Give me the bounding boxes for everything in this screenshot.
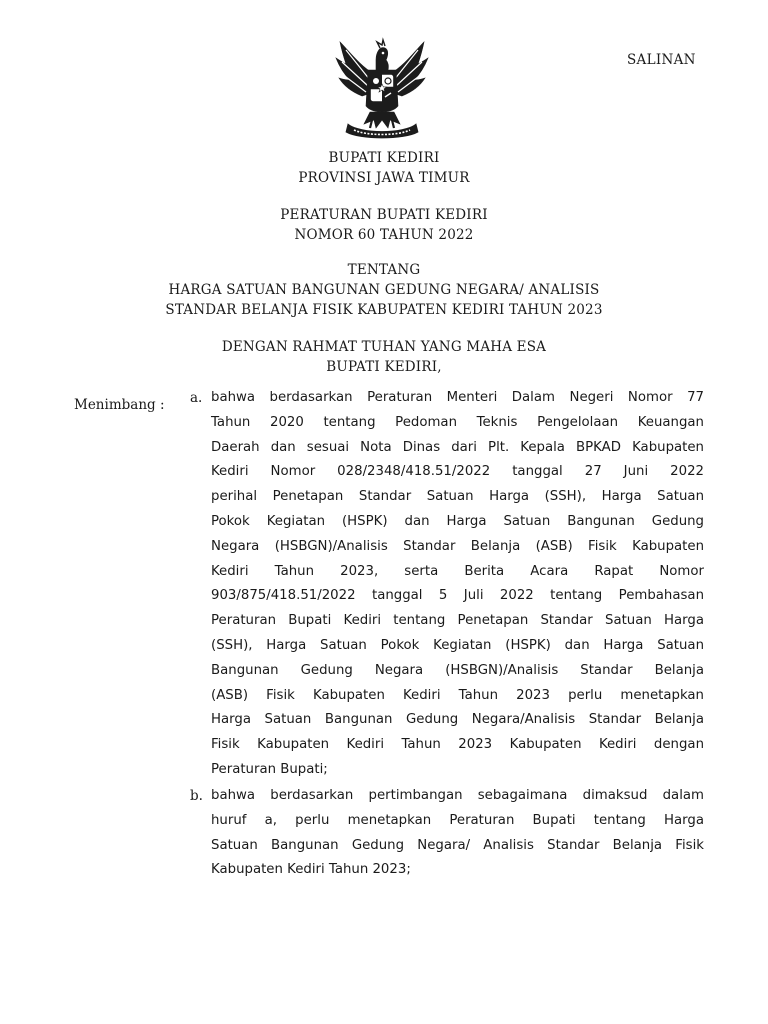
text-line: Pokok Kegiatan (HSPK) dan Harga Satuan Bangunan Gedung: [211, 513, 704, 529]
subject-label: TENTANG: [347, 262, 421, 278]
issuer-heading: [0, 148, 768, 188]
text-line: Satuan Bangunan Gedung Negara/ Analisis Standar Belanja Fisik: [211, 837, 704, 853]
regulation-number: NOMOR 60 TAHUN 2022: [294, 227, 474, 243]
garuda-pancasila-emblem: [330, 36, 434, 144]
regulation-title: PERATURAN BUPATI KEDIRI: [280, 207, 488, 223]
text-line: Bangunan Gedung Negara (HSBGN)/Analisis Standar Belanja: [211, 662, 704, 678]
text-line: bahwa berdasarkan Peraturan Menteri Dalam Negeri Nomor 77: [211, 390, 704, 405]
subject-line-1: HARGA SATUAN BANGUNAN GEDUNG NEGARA/ ANALISIS: [168, 282, 600, 298]
issuer-province: PROVINSI JAWA TIMUR: [298, 170, 470, 186]
item-text: [211, 386, 704, 783]
text-line: Daerah dan sesuai Nota Dinas dari Plt. Kepala BPKAD Kabupaten: [211, 439, 704, 455]
item-text: [211, 784, 704, 883]
text-line: Tahun 2020 tentang Pedoman Teknis Pengelolaan Keuangan: [211, 414, 704, 430]
text-line: Kediri Nomor 028/2348/418.51/2022 tanggal 27 Juni 2022: [211, 464, 704, 480]
text-line: Kediri Tahun 2023, serta Berita Acara Rapat Nomor: [211, 563, 704, 579]
text-line: Peraturan Bupati;: [211, 761, 328, 777]
text-line: Negara (HSBGN)/Analisis Standar Belanja (ASB) Fisik Kabupaten: [211, 538, 704, 554]
text-line: Harga Satuan Bangunan Gedung Negara/Analisis Standar Belanja: [211, 712, 704, 728]
text-line: Fisik Kabupaten Kediri Tahun 2023 Kabupaten Kediri dengan: [211, 737, 704, 753]
text-line: (ASB) Fisik Kabupaten Kediri Tahun 2023 perlu menetapkan: [211, 687, 704, 703]
text-line: perihal Penetapan Standar Satuan Harga (SSH), Harga Satuan: [211, 489, 704, 505]
text-line: Peraturan Bupati Kediri tentang Penetapan Standar Satuan Harga: [211, 613, 704, 629]
issuer-title: BUPATI KEDIRI: [328, 150, 440, 166]
item-letter: a.: [190, 390, 203, 406]
considering-label: Menimbang :: [74, 397, 165, 413]
item-letter: b.: [190, 788, 203, 804]
text-line: 903/875/418.51/2022 tanggal 5 Juli 2022 tentang Pembahasan: [211, 588, 704, 604]
text-line: Kabupaten Kediri Tahun 2023;: [211, 862, 411, 878]
invocation-line-1: DENGAN RAHMAT TUHAN YANG MAHA ESA: [221, 339, 547, 355]
text-line: bahwa berdasarkan pertimbangan sebagaimana dimaksud dalam: [211, 788, 704, 803]
text-line: (SSH), Harga Satuan Pokok Kegiatan (HSPK) dan Harga Satuan: [211, 637, 704, 653]
subject-line-2: STANDAR BELANJA FISIK KABUPATEN KEDIRI TAHUN 2023: [165, 302, 603, 318]
salinan-stamp: SALINAN: [627, 52, 696, 68]
text-line: huruf a, perlu menetapkan Peraturan Bupati tentang Harga: [211, 812, 704, 828]
regulation-subject: [0, 260, 768, 320]
invocation: [0, 337, 768, 377]
invocation-line-2: BUPATI KEDIRI,: [326, 359, 442, 375]
regulation-heading: [0, 205, 768, 245]
garuda-icon: [330, 36, 434, 144]
